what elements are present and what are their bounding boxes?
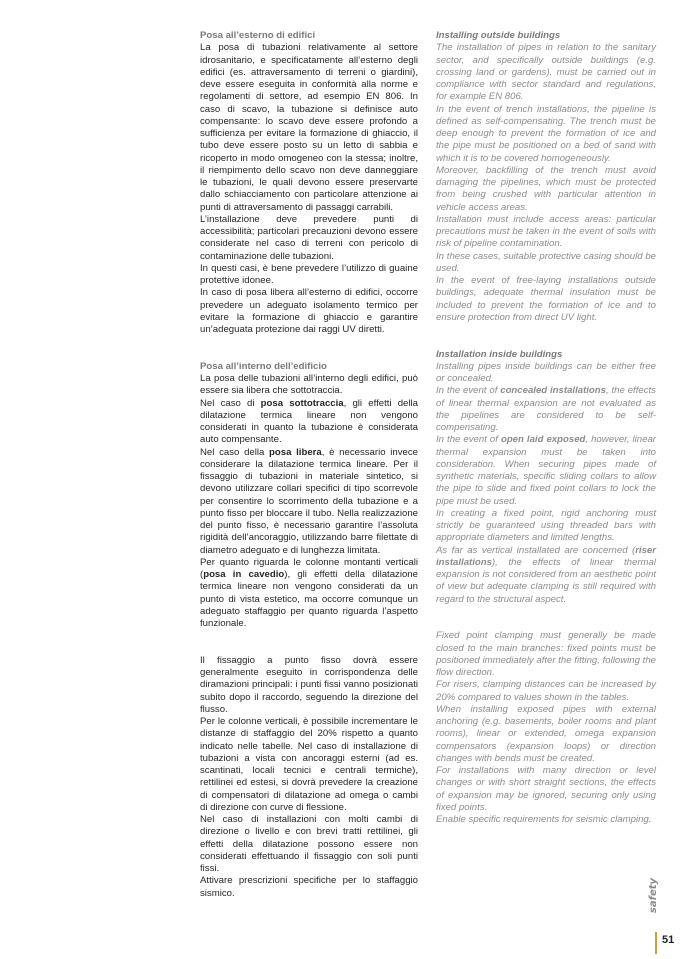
paragraph: In the event of open laid exposed, however, linear thermal expansion must be taken into consideration. When securing pipes made of synthetic materials, specific sliding collars to allow the pipe to slide and fixed point collars to lock the pipe must be used. [436, 434, 656, 507]
paragraph: In the event of trench installations, the pipeline is defined as self-compensating. The trench must be deep enough to prevent the formation of ice and the pipe must be positioned on a bed of sand with which it is to be covered homogeneously. [436, 103, 656, 164]
paragraph: As far as vertical installated are concerned (riser installations), the effects of linear thermal expansion is not considered from an aesthetic point of view but adequate clamping is still required with regard to the structural aspect. [436, 544, 656, 605]
section-heading: Installation inside buildings [436, 348, 563, 360]
paragraph: Per quanto riguarda le colonne montanti verticali (posa in cavedio), gli effetti della dilatazione termica lineare non vengono considerati da un punto di vista estetico, ma occorre comunque un adeguato staffaggio per quanto riguarda l’aspetto funzionale. [200, 556, 418, 629]
paragraph: Enable specific requirements for seismic clamping. [436, 814, 652, 825]
paragraph: For risers, clamping distances can be increased by 20% compared to values shown in the tables. [436, 679, 656, 703]
paragraph: In these cases, suitable protective casing should be used. [436, 250, 656, 274]
paragraph: L’installazione deve prevedere punti di accessibilità; particolari precauzioni devono essere considerate nel caso di terreni con pericolo di contaminazione delle tubazioni. [200, 213, 418, 262]
paragraph: For installations with many direction or level changes or with short straight sections, the effects of expansion may be ignored, securing only using fixed points. [436, 765, 656, 813]
paragraph: In creating a fixed point, rigid anchoring must strictly be guaranteed using threaded bars with appropriate diameters and limited lengths. [436, 507, 656, 544]
paragraph: La posa di tubazioni relativamente al settore idrosanitario, e specificatamente all’esterno degli edifici (es. attraversamento di terreni o giardini), deve essere eseguita in conformità alla norme e regolamenti di settore, ad esempio EN 806. In caso di scavo, la tubazione si definisce auto compensante: lo scavo deve essere profondo a sufficienza per evitare la formazione di ghiaccio, il tubo deve essere posto su un letto di sabbia e ricoperto in modo omogeneo con la stessa; inoltre, il riempimento dello scavo non deve danneggiare le tubazioni, le quali devono essere preservarte dallo schiacciamento con particolare attenzione ai punti di attraversamento di passaggi carrabili. [200, 42, 418, 213]
section-heading: Posa all’interno dell’edificio [200, 360, 327, 372]
paragraph: Nel caso di posa sottotraccia, gli effetti della dilatazione termica lineare non vengono considerati in quanto la tubazione è considerata auto compensante. [200, 397, 418, 446]
paragraph: In questi casi, è bene prevedere l’utilizzo di guaine protettive idonee. [200, 262, 418, 286]
paragraph: When installing exposed pipes with external anchoring (e.g. basements, boiler rooms and plant rooms), linear or extended, omega expansion compensators (expansion loops) or direction changes with bends must be created. [436, 703, 656, 764]
paragraph: Nel caso di installazioni con molti cambi di direzione o livello e con brevi tratti rettilinei, gli effetti della dilatazione possono essere non considerati effettuando il fissaggio con soli punti fissi. [200, 814, 418, 874]
paragraph: In the event of concealed installations, the effects of linear thermal expansion are not evaluated as the pipelines are considered to be self-compensating. [436, 385, 656, 433]
section-heading: Installing outside buildings [436, 30, 561, 41]
side-label: safety [648, 877, 660, 913]
paragraph: Nel caso della posa libera, è necessario invece considerare la dilatazione termica lineare. Per il fissaggio di tubazioni in materiale sintetico, si devono utilizzare collari specifici di tipo scorrevole per consentire lo scorrimento della tubazione e a punto fisso per bloccare il tubo. Nella realizzazione del punto fisso, è necessario garantire l’assoluta rigidità dell’ancoraggio, utilizzando barre filettate di diametro adeguato e di lunghezza limitata. [200, 446, 418, 556]
paragraph: Attivare prescrizioni specifiche per lo staffaggio sismico. [200, 875, 418, 899]
paragraph: The installation of pipes in relation to the sanitary sector, and specifically outside buildings (e.g. crossing land or gardens), must be carried out in compliance with sector standard and regulations, for example EN 806. [436, 42, 656, 103]
paragraph: La posa delle tubazioni all’interno degli edifici, può essere sia libera che sottotraccia. [200, 373, 418, 397]
paragraph: Il fissaggio a punto fisso dovrà essere generalmente eseguito in corrispondenza delle diramazioni principali: i punti fissi vanno posizionati subito dopo il raccordo, seguendo la direzione del flusso. [200, 654, 418, 715]
paragraph: Moreover, backfilling of the trench must avoid damaging the pipelines, which must be protected from being crushed with particular attention in vehicle access areas. [436, 164, 656, 213]
paragraph: Fixed point clamping must generally be made closed to the main branches: fixed points must be positioned immediately after the fitting, following the flow direction. [436, 630, 656, 678]
page-number: 51 [662, 934, 675, 946]
italian-column [200, 30, 418, 900]
paragraph: Installation must include access areas: particular precautions must be taken in the event of soils with risk of pipeline contamination. [436, 213, 656, 250]
paragraph: Per le colonne verticali, è possibile incrementare le distanze di staffaggio del 20% rispetto a quanto indicato nelle tabelle. Nel caso di installazione di tubazioni a vista con ancoraggi esterni (ad es. scantinati, locali tecnici e centrali termiche), rettilinei ed estesi, si dovrà prevedere la creazione di compensatori di dilatazione ad omega o cambi di direzione con curve di flessione. [200, 716, 418, 813]
english-column [436, 30, 656, 826]
paragraph: In caso di posa libera all’esterno di edifici, occorre prevedere un adeguato isolamento termico per evitare la formazione di ghiaccio e garantire un’adeguata protezione dai raggi UV diretti. [200, 287, 418, 335]
section-heading: Posa all’esterno di edifici [200, 30, 316, 41]
paragraph: In the event of free-laying installations outside buildings, adequate thermal insulation must be included to prevent the formation of ice and to ensure protection from direct UV light. [436, 275, 656, 323]
page-number-rule [655, 932, 657, 954]
paragraph: Installing pipes inside buildings can be either free or concealed. [436, 360, 656, 384]
